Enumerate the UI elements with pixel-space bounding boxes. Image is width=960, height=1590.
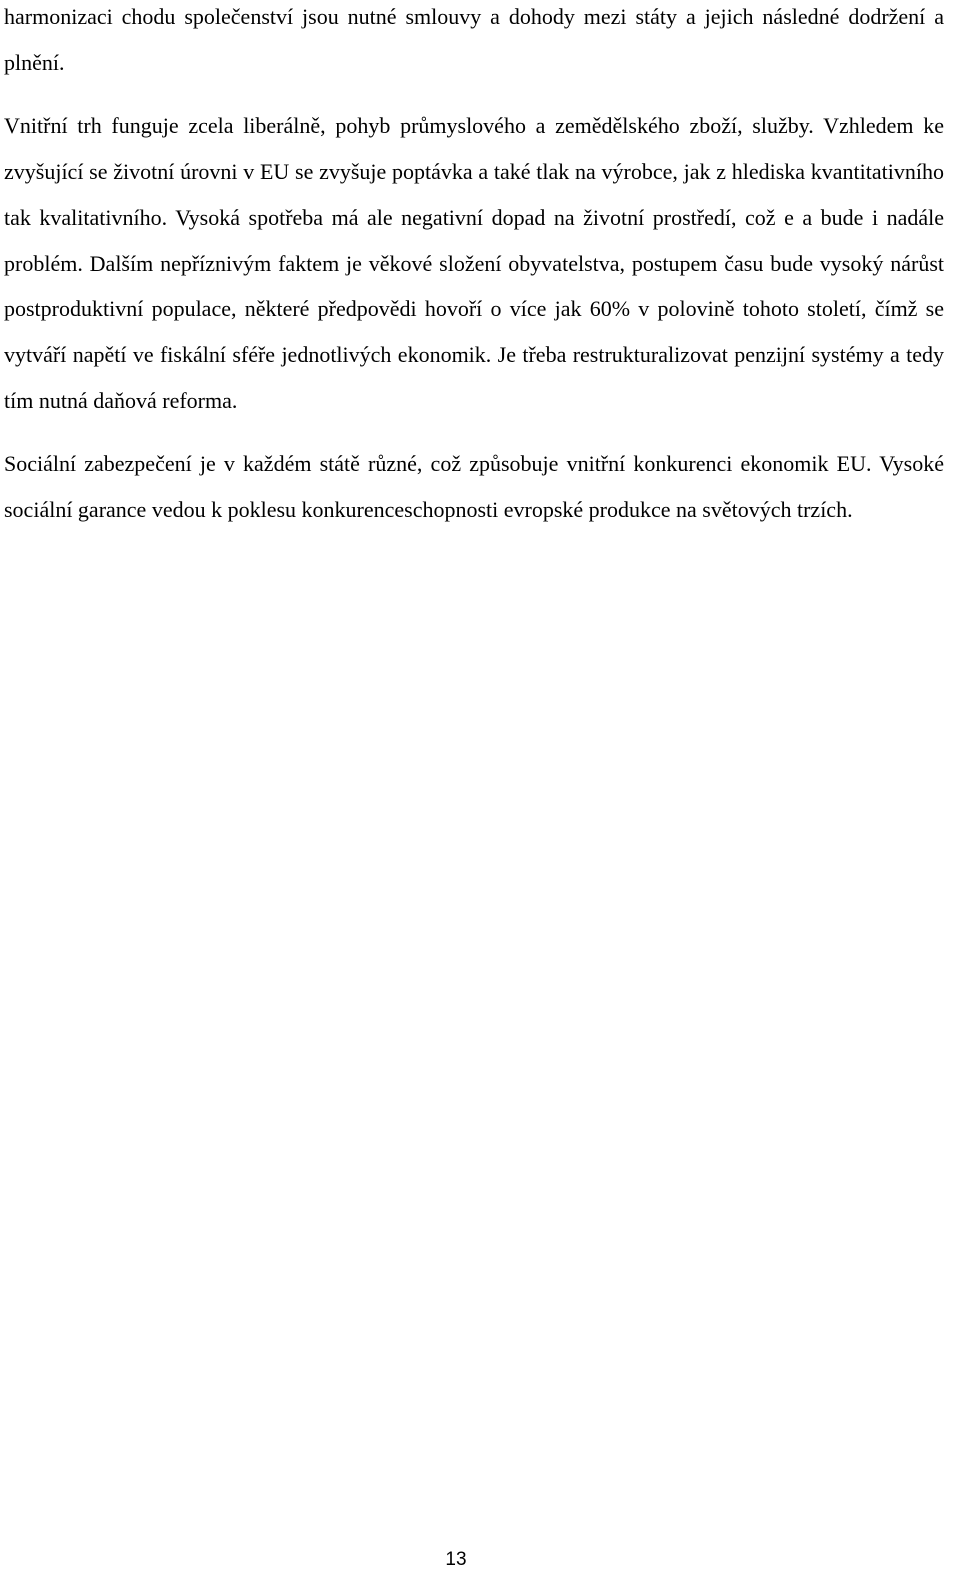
paragraph-social-security: Sociální zabezpečení je v každém státě různé, což způsobuje vnitřní konkurenci ekonomik EU. Vysoké sociální garance vedou k poklesu konkurenceschopnosti evropské produkce na světových trzích. — [4, 451, 944, 523]
document-page — [4, 0, 944, 551]
paragraph-internal-market: Vnitřní trh funguje zcela liberálně, pohyb průmyslového a zemědělského zboží, služby. Vzhledem ke zvyšující se životní úrovni v EU se zvyšuje poptávka a také tlak na výrobce, jak z hlediska kvantitativního tak kvalitativního. Vysoká spotřeba má ale negativní dopad na životní prostředí, což e a bude i nadále problém. Dalším nepříznivým faktem je věkové složení obyvatelstva, postupem času bude vysoký nárůst postproduktivní populace, některé předpovědi hovoří o více jak 60% v polovině tohoto století, čímž se vytváří napětí ve fiskální sféře jednotlivých ekonomik. Je třeba restrukturalizovat penzijní systémy a tedy tím nutná daňová reforma. — [4, 113, 944, 413]
paragraph-intro-continuation: harmonizaci chodu společenství jsou nutné smlouvy a dohody mezi státy a jejich následné dodržení a plnění. — [4, 4, 944, 75]
page-number: 13 — [445, 1549, 467, 1570]
